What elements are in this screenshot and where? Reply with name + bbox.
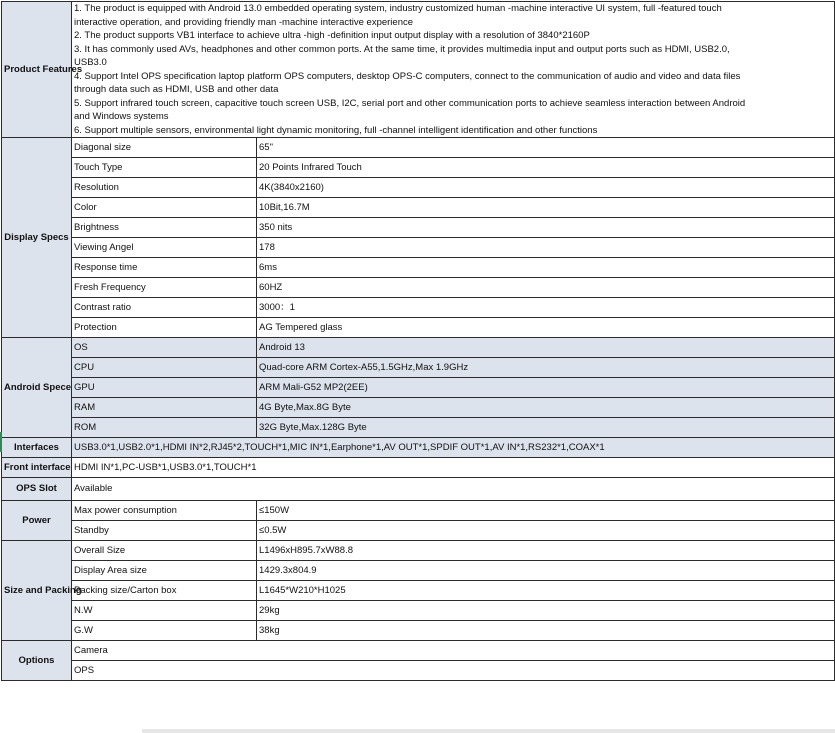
feature-line: 3. It has commonly used AVs, headphones and other common ports. At the same time, it provides multimedia input and output ports such as HDMI, USB2.0, bbox=[74, 43, 730, 55]
spec-key: Color bbox=[72, 198, 257, 218]
cell-selection-marker bbox=[0, 432, 2, 452]
spec-value: 29kg bbox=[257, 601, 835, 621]
spec-value: L1496xH895.7xW88.8 bbox=[257, 541, 835, 561]
spec-value: 10Bit,16.7M bbox=[257, 198, 835, 218]
interfaces-value: USB3.0*1,USB2.0*1,HDMI IN*2,RJ45*2,TOUCH*1,MIC IN*1,Earphone*1,AV OUT*1,SPDIF OUT*1,AV IN*1,RS232*1,COAX*1 bbox=[72, 438, 835, 458]
spec-value: 60HZ bbox=[257, 278, 835, 298]
spec-value: 3000：1 bbox=[257, 298, 835, 318]
table-row bbox=[2, 521, 835, 541]
options-label: Options bbox=[2, 641, 72, 681]
table-row bbox=[2, 581, 835, 601]
spec-key: Viewing Angel bbox=[72, 238, 257, 258]
interfaces-label: Interfaces bbox=[2, 438, 72, 458]
spec-value: 350 nits bbox=[257, 218, 835, 238]
spec-value: AG Tempered glass bbox=[257, 318, 835, 338]
option-item: OPS bbox=[72, 661, 835, 681]
spec-value: 32G Byte,Max.128G Byte bbox=[257, 418, 835, 438]
table-row bbox=[2, 178, 835, 198]
spec-value: Quad-core ARM Cortex-A55,1.5GHz,Max 1.9GHz bbox=[257, 358, 835, 378]
table-row bbox=[2, 561, 835, 581]
features-row bbox=[2, 2, 835, 138]
table-row bbox=[2, 378, 835, 398]
table-row bbox=[2, 358, 835, 378]
spec-table bbox=[1, 1, 835, 681]
spec-key: Packing size/Carton box bbox=[72, 581, 257, 601]
spec-value: ≤150W bbox=[257, 501, 835, 521]
table-row bbox=[2, 458, 835, 478]
table-row bbox=[2, 418, 835, 438]
spec-value: 4G Byte,Max.8G Byte bbox=[257, 398, 835, 418]
spec-key: Overall Size bbox=[72, 541, 257, 561]
feature-line: through data such as HDMI, USB and other data bbox=[74, 84, 279, 95]
spec-value: 178 bbox=[257, 238, 835, 258]
option-item: Camera bbox=[72, 641, 835, 661]
front-interface-label: Front interface bbox=[2, 458, 72, 478]
feature-line: 5. Support infrared touch screen, capacitive touch screen USB, I2C, serial port and other communication ports to achieve seamless interaction between Android bbox=[74, 97, 746, 109]
ops-slot-label: OPS Slot bbox=[2, 478, 72, 501]
spec-key: N.W bbox=[72, 601, 257, 621]
spec-value: 20 Points Infrared Touch bbox=[257, 158, 835, 178]
spec-key: Standby bbox=[72, 521, 257, 541]
feature-line: 2. The product supports VB1 interface to achieve ultra -high -definition input output display with a resolution of 3840*2160P bbox=[74, 30, 590, 41]
spec-value: 65" bbox=[257, 138, 835, 158]
table-row bbox=[2, 478, 835, 501]
table-row bbox=[2, 641, 835, 661]
spec-key: Protection bbox=[72, 318, 257, 338]
spec-value: 6ms bbox=[257, 258, 835, 278]
feature-line: and Windows systems bbox=[74, 111, 169, 122]
ops-slot-value: Available bbox=[72, 478, 835, 501]
feature-line: 6. Support multiple sensors, environmental light dynamic monitoring, full -channel intelligent identification and other functions bbox=[74, 124, 598, 136]
table-row bbox=[2, 278, 835, 298]
spec-key: G.W bbox=[72, 621, 257, 641]
table-row bbox=[2, 218, 835, 238]
spec-value: Android 13 bbox=[257, 338, 835, 358]
spec-key: Fresh Frequency bbox=[72, 278, 257, 298]
table-row bbox=[2, 298, 835, 318]
product-features-label: Product Features bbox=[2, 2, 72, 138]
power-label: Power bbox=[2, 501, 72, 541]
feature-line: interactive operation, and providing friendly man -machine interactive experience bbox=[74, 16, 414, 28]
display-specs-label: Display Specs bbox=[2, 138, 72, 338]
spec-value: 1429.3x804.9 bbox=[257, 561, 835, 581]
spec-value: 4K(3840x2160) bbox=[257, 178, 835, 198]
android-spec-label: Android Spece bbox=[2, 338, 72, 438]
product-features-text bbox=[72, 2, 835, 138]
feature-line: USB3.0 bbox=[74, 57, 107, 68]
table-row bbox=[2, 398, 835, 418]
front-interface-value: HDMI IN*1,PC-USB*1,USB3.0*1,TOUCH*1 bbox=[72, 458, 835, 478]
spec-key: Display Area size bbox=[72, 561, 257, 581]
spec-value: L1645*W210*H1025 bbox=[257, 581, 835, 601]
size-packing-label: Size and Packing bbox=[2, 541, 72, 641]
table-row bbox=[2, 238, 835, 258]
spec-key: CPU bbox=[72, 358, 257, 378]
table-row bbox=[2, 601, 835, 621]
table-row bbox=[2, 438, 835, 458]
table-row bbox=[2, 198, 835, 218]
spec-key: Brightness bbox=[72, 218, 257, 238]
table-row bbox=[2, 501, 835, 521]
spec-value: 38kg bbox=[257, 621, 835, 641]
feature-line: 1. The product is equipped with Android 13.0 embedded operating system, industry customized human -machine interactive UI system, full -featured touch bbox=[74, 3, 722, 14]
spec-key: Touch Type bbox=[72, 158, 257, 178]
spec-key: Diagonal size bbox=[72, 138, 257, 158]
table-row bbox=[2, 621, 835, 641]
spec-key: ROM bbox=[72, 418, 257, 438]
spec-key: OS bbox=[72, 338, 257, 358]
table-row bbox=[2, 318, 835, 338]
spec-key: Response time bbox=[72, 258, 257, 278]
spec-value: ≤0.5W bbox=[257, 521, 835, 541]
spec-key: RAM bbox=[72, 398, 257, 418]
spec-key: Max power consumption bbox=[72, 501, 257, 521]
table-row bbox=[2, 661, 835, 681]
table-row bbox=[2, 258, 835, 278]
spec-value: ARM Mali-G52 MP2(2EE) bbox=[257, 378, 835, 398]
spec-key: Contrast ratio bbox=[72, 298, 257, 318]
horizontal-scrollbar[interactable] bbox=[142, 729, 835, 733]
table-row bbox=[2, 158, 835, 178]
spec-key: Resolution bbox=[72, 178, 257, 198]
feature-line: 4. Support Intel OPS specification laptop platform OPS computers, desktop OPS-C computers, connect to the communication of audio and video and data files bbox=[74, 70, 741, 82]
table-row bbox=[2, 138, 835, 158]
spec-key: GPU bbox=[72, 378, 257, 398]
table-row bbox=[2, 541, 835, 561]
table-row bbox=[2, 338, 835, 358]
